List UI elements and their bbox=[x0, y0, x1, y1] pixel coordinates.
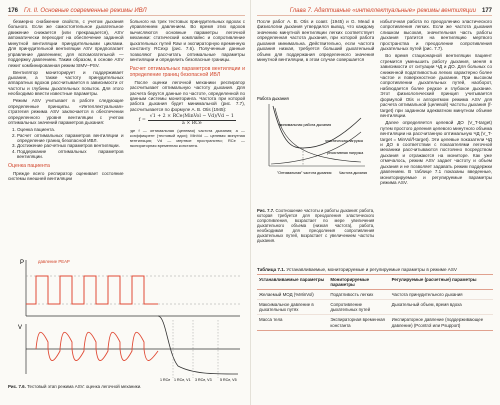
formula-lhs: f = bbox=[138, 117, 146, 123]
formula-denominator: a × RCe bbox=[182, 120, 202, 126]
numbered-list bbox=[8, 127, 124, 160]
table-header-row bbox=[257, 275, 493, 289]
table-cell: Инспираторное давление (поддерживающее давление) (Pcontrol или Psupport) bbox=[390, 315, 493, 330]
column-header: Регулируемые (расчетные) параметры bbox=[390, 275, 493, 289]
right-column-2 bbox=[380, 19, 492, 243]
table-label: Таблица 7.1. bbox=[257, 267, 286, 272]
formula-numerator: √1 + 2 × RCe(MinVol − Vd)/Vd − 1 bbox=[149, 114, 234, 120]
table-cell: Максимальное давление в дыхательных путях bbox=[257, 300, 328, 315]
page-number-right: 177 bbox=[481, 7, 492, 14]
right-page bbox=[250, 0, 500, 405]
table-cell: Дыхательный объем, время вдоха bbox=[390, 300, 493, 315]
figure-7-7-caption bbox=[257, 208, 374, 244]
left-column-2 bbox=[130, 19, 246, 183]
paragraph: Далее определяется целевой ДО (V_T-target) путем простого деления целевого минутного объема вентиляции на рассчитанную оптимальную ЧД (V_T-target = MinVol/f-target). Эти целевые показатели ЧД и ДО в соответствии с показателями легочной механики рассчитываются постоянно посредством дыхания и отражаются на мониторе. Как уже отмечалось, режим ASV задает частоту и объем дыхания и не позволяет задавать режим поддержки давлением. В таблице 7.1 показаны введенные, мониторируемые и регулируемые параметры режима ASV. bbox=[380, 120, 492, 186]
caption-label: Рис. 7.7. bbox=[257, 207, 275, 213]
table-row bbox=[257, 315, 493, 330]
table-cell: Желаемый МОД (%MinVol) bbox=[257, 289, 328, 299]
paragraph: Прежде всего респиратор оценивает состояние системы внешней вентиляции bbox=[8, 170, 124, 182]
table-cell: Экспираторная временная константа bbox=[328, 315, 389, 330]
section-subhead: Расчет оптимальных параметров вентиляции и определение границ безопасной ИВЛ bbox=[129, 65, 245, 78]
otis-formula bbox=[130, 114, 246, 126]
right-column-1 bbox=[257, 19, 374, 243]
paragraph: безмерно снабжение свойств, с учетом дыхания больного. Если же самостоятельное дыхательное движение снижается (или прекращается), ASV автоматически переходит на обеспечение заданной минутной вентиляции принудительными циклами. Для принудительной вентиляции ASV предполагает управление давлением; для вспомогательной — поддержку давлением. Таким образом, в основе ASV лежит комбинированная режим SIMV–PSV. bbox=[8, 19, 124, 68]
caption-label: Рис. 7.6. bbox=[8, 384, 26, 389]
column-header: Мониторируемые параметры bbox=[328, 275, 389, 289]
table-title-text: Устанавливаемые, мониторируемые и регулируемые параметры в режиме ASV bbox=[286, 267, 457, 272]
caption-text: Тестовый этап режима ASV: оценка легочной механики. bbox=[27, 384, 142, 389]
flow-waveform bbox=[36, 332, 158, 360]
running-head-right: Глава 7. Адаптивные «интеллектуальные» режимы вентиляции bbox=[289, 7, 476, 14]
parameters-table bbox=[257, 274, 493, 330]
table-cell: Масса тела bbox=[257, 315, 328, 330]
figure-7-7 bbox=[257, 64, 367, 206]
section-subhead: Оценка пациента bbox=[8, 162, 50, 169]
caption-text: Соотношение частоты и работы дыхания: работа, которая требуется для преодоления эластического сопротивления, возрастает по мере увеличения дыхательного объема (низкая частота), работа, необходимая для преодоления сопротивления дыхательных путей, возрастает с увеличением частоты дыхания. bbox=[257, 207, 375, 244]
table-row bbox=[257, 289, 493, 299]
rce-label: 5 RCe, V5 bbox=[220, 378, 237, 382]
table-title bbox=[257, 267, 493, 272]
paragraph: Вентилятор мониторирует и поддерживает дыхание, а также частоту принудительных аппаратных вдохов рассчитывается в зависимости от частоты и глубины дыхательных попыток. Для этого необходимо ввести известные параметры. bbox=[8, 69, 124, 97]
min-work-label: минимальная работа дыхания bbox=[279, 123, 332, 128]
paragraph: Режим ASV учитывает в работе следующие определенные принципы. «Интеллектуальная» стратегия режима ASV заключается в обеспечении определенного уровня вентиляции с учетом оптимальных значений параметров дыхания: bbox=[8, 98, 124, 126]
rce-label: 1 RCe, V1 bbox=[174, 378, 191, 382]
list-item: 4. Поддержание оптимальных параметров вентиляции. bbox=[17, 149, 124, 160]
left-page-header bbox=[8, 6, 245, 16]
resistive-label: резистивная нагрузка bbox=[327, 151, 364, 156]
page-number-left: 176 bbox=[8, 7, 19, 14]
list-item: 2. Расчет оптимальных параметров вентиляции и определение границ безопасной ИВЛ. bbox=[17, 133, 124, 144]
paragraph: После работ A. B. Otis и соавт. (1945) и G. Mead в физиологии дыхания утвердился вывод, что каждому значению минутной вентиляции легких соответствует определенная частота дыхания, при которой работа дыхания минимальна. Действительно, если частота дыхания низкая, требуется больший дыхательный объем для поддержания определенного значения минутной вентиляции, в этом случае совершается bbox=[257, 19, 375, 63]
table-7-1 bbox=[257, 267, 493, 331]
figure-7-6-caption bbox=[8, 384, 245, 389]
left-text-columns bbox=[8, 19, 245, 183]
paragraph: больного на трех тестовых принудительных вдохах с управлением давлением. Во время этих вдохов вычисляются основные параметры легочной механики: статический комплайнс и сопротивление дыхательных путей Raw и экспираторную временную константу RCexp (рис. 7.6). Полученные данные позволяют рассчитать оптимальные параметры вентиляции и определить безопасные границы. bbox=[129, 19, 245, 63]
pressure-axis-label: P bbox=[20, 260, 25, 266]
rce-label: 1 RCe bbox=[160, 378, 171, 382]
figure-7-6 bbox=[8, 254, 245, 382]
right-text-columns bbox=[257, 19, 492, 243]
left-column-1 bbox=[8, 19, 124, 183]
paragraph: После оценки легочной механики респиратор рассчитывает оптимальную частоту дыхания. Для расчета берутся данные по частоте, определенной по данным системы мониторинга. Частота при которой работа дыхания будет минимальной (рис. 7.7), рассчитывается по формуле A. B. Otis (1945): bbox=[129, 79, 245, 112]
list-item: 1. Оценка пациента. bbox=[17, 127, 124, 132]
table-row bbox=[257, 300, 493, 315]
elastic-label: эластическая нагрузка bbox=[325, 139, 363, 144]
rce-label: 3 RCe, V3 bbox=[195, 378, 212, 382]
opt-rate-label: "Оптимальная" частота дыхания bbox=[277, 171, 332, 176]
rate-axis-label: Частота дыхания bbox=[339, 171, 367, 176]
formula-notes: где f — оптимальная (целевая) частота дыхания; a — коэффициент (тестовый вдох); MinVol — целевая минутная вентиляция; Vd — мертвое пространство; RCe — экспираторная временная константа. bbox=[129, 128, 245, 148]
paragraph: избыточная работа по преодолению эластического сопротивления легких. Если же частота дыхания слишком высокая, значительная часть работы дыхания тратится на вентиляцию мертвого пространства и преодоление сопротивления дыхательных путей (рис. 7.7). bbox=[380, 19, 492, 52]
running-head-left: Гл. II. Основные современные режимы ИВЛ bbox=[24, 7, 147, 14]
flow-axis-label: V bbox=[18, 325, 23, 331]
list-item: 3. Достижение расчетных параметров вентиляции. bbox=[17, 143, 124, 148]
scale-label: давление PEAP bbox=[38, 259, 70, 264]
table-cell: Частота принудительного дыхания bbox=[390, 289, 493, 299]
pressure-waveform bbox=[26, 276, 158, 304]
decay-curve bbox=[158, 316, 238, 374]
table-cell: Податливость легких bbox=[328, 289, 389, 299]
column-header: Устанавливаемые параметры bbox=[257, 275, 328, 289]
paragraph: Во время стационарной вентиляции пациент стремится уменьшить работу дыхания, меняя в зависимости от ситуации ЧД и ДО. Для больных со сниженной податливостью легких характерно более частое и поверхностное дыхание. При высоком сопротивлении дыхательных путей, наоборот, наблюдается более редкое и глубокое дыхание. Этот физиологический принцип учитывается формулой Otis и алгоритмом режима ASV для расчета оптимальной (целевой) частоты дыхания (f-target) при заданном адекватном минутном объеме вентиляции. bbox=[380, 53, 492, 119]
table-cell: Сопротивление дыхательных путей bbox=[328, 300, 389, 315]
y-axis-label: Работа дыхания bbox=[257, 96, 289, 102]
right-page-header bbox=[257, 6, 492, 16]
